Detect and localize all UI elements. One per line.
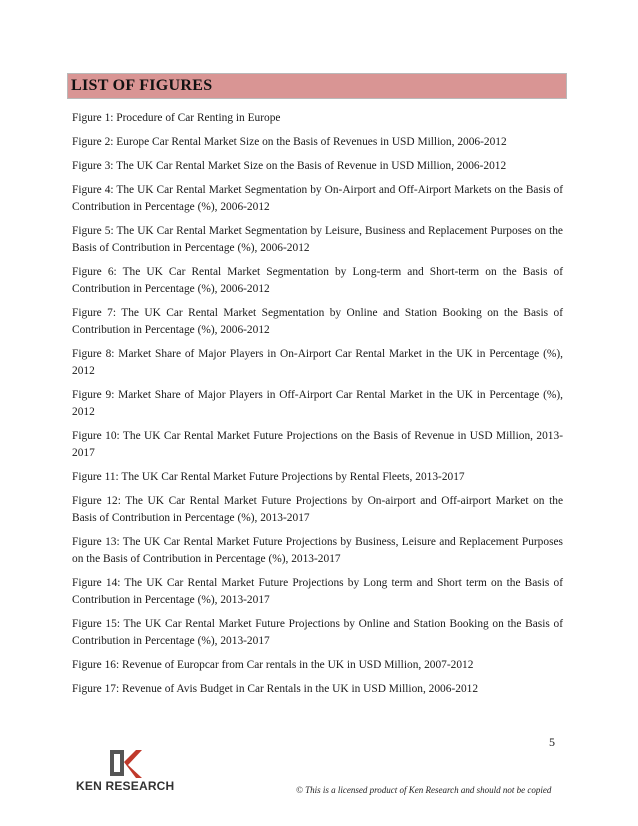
- list-item: Figure 9: Market Share of Major Players in Off-Airport Car Rental Market in the UK in Percentage (%), 2012: [72, 389, 563, 418]
- list-of-figures-heading: [67, 73, 567, 99]
- list-item: Figure 17: Revenue of Avis Budget in Car Rentals in the UK in USD Million, 2006-2012: [72, 683, 479, 695]
- list-item: Figure 7: The UK Car Rental Market Segmentation by Online and Station Booking on the Basis of Contribution in Percentage (%), 2006-2012: [72, 307, 563, 336]
- list-item: Figure 6: The UK Car Rental Market Segmentation by Long-term and Short-term on the Basis of Contribution in Percentage (%), 2006-2012: [72, 266, 563, 295]
- figure-list: [72, 110, 563, 705]
- logo-wordmark: KEN RESEARCH: [76, 779, 175, 793]
- logo-chevron-shape: [124, 750, 142, 778]
- list-item: Figure 14: The UK Car Rental Market Future Projections by Long term and Short term on the Basis of Contribution in Percentage (%), 2013-2017: [72, 577, 563, 606]
- list-item: Figure 4: The UK Car Rental Market Segmentation by On-Airport and Off-Airport Markets on the Basis of Contribution in Percentage (%), 2006-2012: [72, 184, 563, 213]
- list-item: Figure 2: Europe Car Rental Market Size on the Basis of Revenues in USD Million, 2006-2012: [72, 136, 507, 148]
- logo-inner-shape: [114, 754, 120, 772]
- list-item: Figure 11: The UK Car Rental Market Future Projections by Rental Fleets, 2013-2017: [72, 471, 465, 483]
- list-item: Figure 3: The UK Car Rental Market Size on the Basis of Revenue in USD Million, 2006-2012: [72, 160, 507, 172]
- list-item: Figure 5: The UK Car Rental Market Segmentation by Leisure, Business and Replacement Purposes on the Basis of Contribution in Percentage (%), 2006-2012: [72, 225, 563, 254]
- list-item: Figure 16: Revenue of Europcar from Car rentals in the UK in USD Million, 2007-2012: [72, 659, 474, 671]
- list-item: Figure 10: The UK Car Rental Market Future Projections on the Basis of Revenue in USD Million, 2013-2017: [72, 430, 563, 459]
- list-item: Figure 13: The UK Car Rental Market Future Projections by Business, Leisure and Replacement Purposes on the Basis of Contribution in Percentage (%), 2013-2017: [72, 536, 563, 565]
- page-number: 5: [549, 735, 555, 749]
- list-item: Figure 12: The UK Car Rental Market Future Projections by On-airport and Off-airport Market on the Basis of Contribution in Percentage (%), 2013-2017: [72, 495, 563, 524]
- list-item: Figure 8: Market Share of Major Players in On-Airport Car Rental Market in the UK in Percentage (%), 2012: [72, 348, 563, 377]
- heading-title: LIST OF FIGURES: [71, 77, 213, 94]
- list-item: Figure 15: The UK Car Rental Market Future Projections by Online and Station Booking on the Basis of Contribution in Percentage (%), 2013-2017: [72, 618, 563, 647]
- list-item: Figure 1: Procedure of Car Renting in Europe: [72, 112, 281, 124]
- copyright-notice: © This is a licensed product of Ken Research and should not be copied: [296, 785, 552, 795]
